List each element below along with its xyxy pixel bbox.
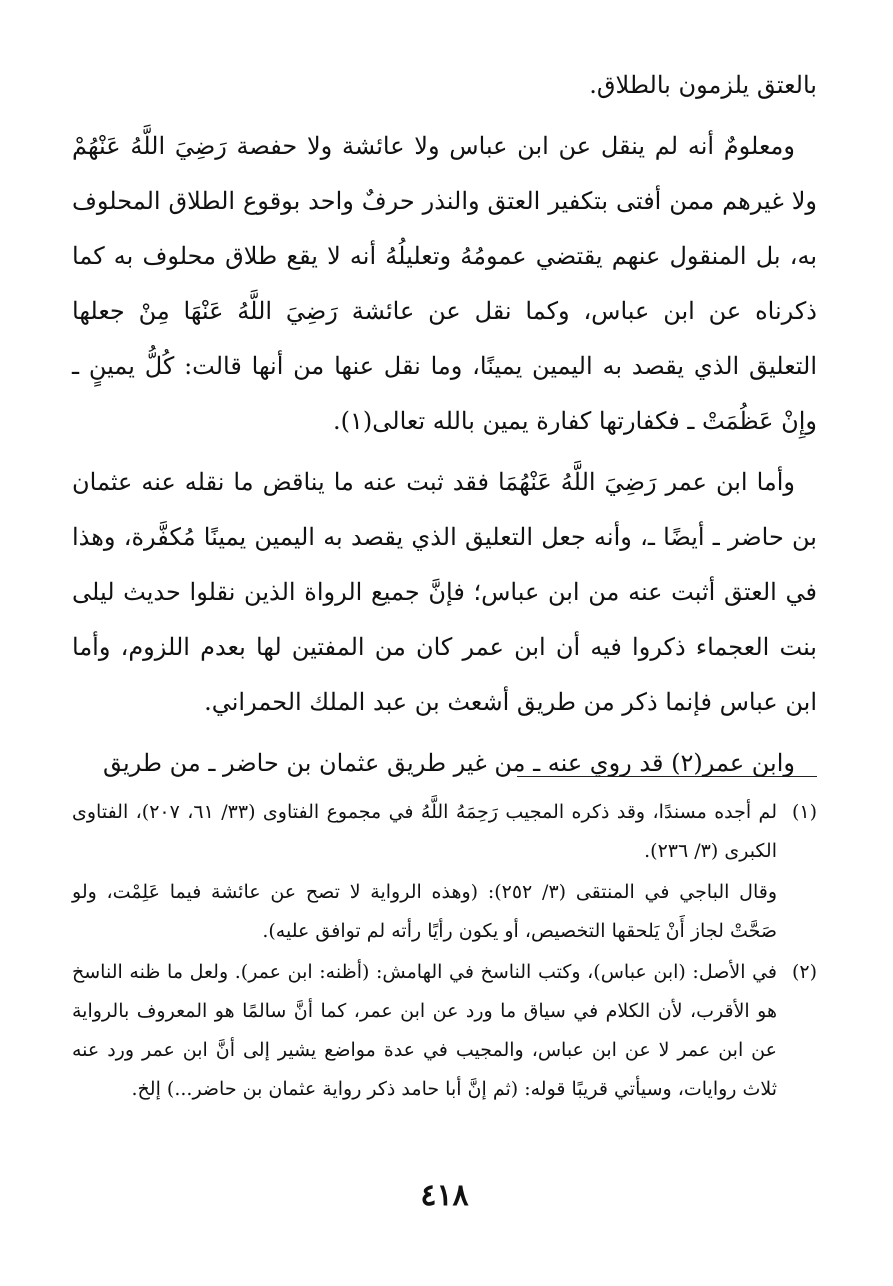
main-paragraph: وابن عمر(٢) قد روي عنه ـ من غير طريق عثمان بن حاضر ـ من طريق (102, 749, 795, 777)
footnote-body (72, 953, 777, 1109)
footnote-1 (72, 793, 817, 951)
footnote-2 (72, 953, 817, 1109)
main-text (72, 58, 817, 791)
main-paragraph: ومعلومٌ أنه لم ينقل عن ابن عباس ولا عائشة ولا حفصة رَضِيَ اللَّهُ عَنْهُمْ ولا غيرهم ممن أفتى بتكفير العتق والنذر حرفٌ واحد بوقوع الطلاق المحلوف به، بل المنقول عنهم يقتضي عمومُهُ وتعليلُهُ أنه لا يقع طلاق محلوف به كما ذكرناه عن ابن عباس، وكما نقل عن عائشة رَضِيَ اللَّهُ عَنْهَا مِنْ جعلها التعليق الذي يقصد به اليمين يمينًا، وما نقل عنها من أنها قالت: كُلُّ يمينٍ ـ وإِنْ عَظُمَتْ ـ فكفارتها كفارة يمين بالله تعالى(١). (72, 132, 817, 435)
footnote-paragraph: في الأصل: (ابن عباس)، وكتب الناسخ في الهامش: (أظنه: ابن عمر). ولعل ما ظنه الناسخ هو الأقرب، لأن الكلام في سياق ما ورد عن ابن عمر، كما أنَّ سالمًا هو المعروف بالرواية عن ابن عمر لا عن ابن عباس، والمجيب في عدة مواضع يشير إلى أنَّ ابن عمر ورد عنه ثلاث روايات، وسيأتي قريبًا قوله: (ثم إنَّ أبا حامد ذكر رواية عثمان بن حاضر...) إلخ. (72, 961, 777, 1100)
footnote-body (72, 793, 777, 951)
footnote-separator (517, 776, 817, 777)
footnote-number: (١) (791, 801, 817, 823)
main-paragraph: وأما ابن عمر رَضِيَ اللَّهُ عَنْهُمَا فقد ثبت عنه ما يناقض ما نقله عنه عثمان بن حاضر ـ أيضًا ـ، وأنه جعل التعليق الذي يقصد به اليمين يمينًا مُكفَّرة، وهذا في العتق أثبت عنه من ابن عباس؛ فإنَّ جميع الرواة الذين نقلوا حديث ليلى بنت العجماء ذكروا فيه أن ابن عمر كان من المفتين لها بعدم اللزوم، وأما ابن عباس فإنما ذكر من طريق أشعث بن عبد الملك الحمراني. (72, 468, 817, 716)
footnotes (72, 793, 817, 1111)
footnote-paragraph: وقال الباجي في المنتقى (٣/ ٢٥٢): (وهذه الرواية لا تصح عن عائشة فيما عَلِمْت، ولو صَحَّتْ لجاز أَنْ يَلحقها التخصيص، أو يكون رأيًا رأته لم توافق عليه). (72, 881, 778, 942)
page-number: ٤١٨ (420, 1178, 469, 1213)
footnote-paragraph: لم أجده مسندًا، وقد ذكره المجيب رَحِمَهُ اللَّهُ في مجموع الفتاوى (٣٣/ ٦١، ٢٠٧)، الفتاوى الكبرى (٣/ ٢٣٦). (72, 801, 777, 862)
main-paragraph: بالعتق يلزمون بالطلاق. (589, 71, 817, 99)
book-page (72, 58, 817, 1286)
footnote-number: (٢) (791, 961, 817, 983)
